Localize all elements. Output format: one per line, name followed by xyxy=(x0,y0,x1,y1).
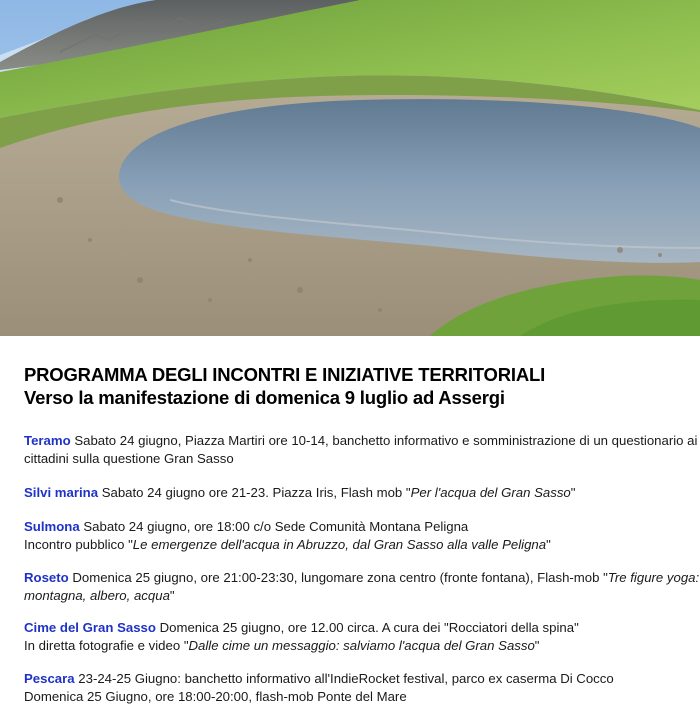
event-text: 23-24-25 Giugno: banchetto informativo all'IndieRocket festival, parco ex caserma Di Cocco xyxy=(74,671,614,686)
event-text: Domenica 25 Giugno, ore 18:00-20:00, flash-mob Ponte del Mare xyxy=(24,688,407,704)
event-text: Domenica 25 giugno, ore 21:00-23:30, lungomare zona centro (fronte fontana), Flash-mob " xyxy=(68,570,608,585)
event-text-italic: montagna, albero, acqua xyxy=(24,587,170,603)
event-city: Cime del Gran Sasso xyxy=(24,620,156,635)
event-text: Sabato 24 giugno, ore 18:00 c/o Sede Comunità Montana Peligna xyxy=(79,519,469,534)
event-text: cittadini sulla questione Gran Sasso xyxy=(24,450,234,466)
event-cime-del-gran-sasso xyxy=(24,619,684,654)
event-text: Sabato 24 giugno, Piazza Martiri ore 10-14, banchetto informativo e somministrazione di un questionario ai xyxy=(70,433,698,448)
event-text-italic: Tre figure yoga: xyxy=(607,570,700,585)
event-text-italic: Le emergenze dell'acqua in Abruzzo, dal Gran Sasso alla valle Peligna xyxy=(132,536,547,552)
event-text: Domenica 25 giugno, ore 12.00 circa. A cura dei "Rocciatori della spina" xyxy=(155,620,579,635)
event-pescara xyxy=(24,670,684,705)
event-text: " xyxy=(534,637,540,653)
event-city: Silvi marina xyxy=(24,485,99,500)
event-city: Roseto xyxy=(24,570,69,585)
event-sulmona xyxy=(24,518,684,553)
page-subtitle: Verso la manifestazione di domenica 9 luglio ad Assergi xyxy=(24,387,505,408)
event-roseto xyxy=(24,569,700,604)
page-title: PROGRAMMA DEGLI INCONTRI E INIZIATIVE TERRITORIALI xyxy=(24,364,546,385)
event-text: Sabato 24 giugno ore 21-23. Piazza Iris, Flash mob " xyxy=(98,485,411,500)
event-text-italic: Per l'acqua del Gran Sasso xyxy=(410,485,571,500)
event-text: In diretta fotografie e video " xyxy=(24,637,189,653)
event-silvi-marina xyxy=(24,484,684,502)
event-text: " xyxy=(570,485,576,500)
event-text: " xyxy=(169,587,175,603)
event-city: Sulmona xyxy=(24,519,80,534)
event-text: " xyxy=(546,536,551,552)
event-city: Teramo xyxy=(24,433,71,448)
event-teramo xyxy=(24,432,698,467)
programme-section xyxy=(0,336,700,714)
mountain-lake-photo xyxy=(0,0,700,336)
event-text-italic: Dalle cime un messaggio: salviamo l'acqua del Gran Sasso xyxy=(188,637,535,653)
event-text: Incontro pubblico " xyxy=(24,536,133,552)
event-city: Pescara xyxy=(24,671,75,686)
